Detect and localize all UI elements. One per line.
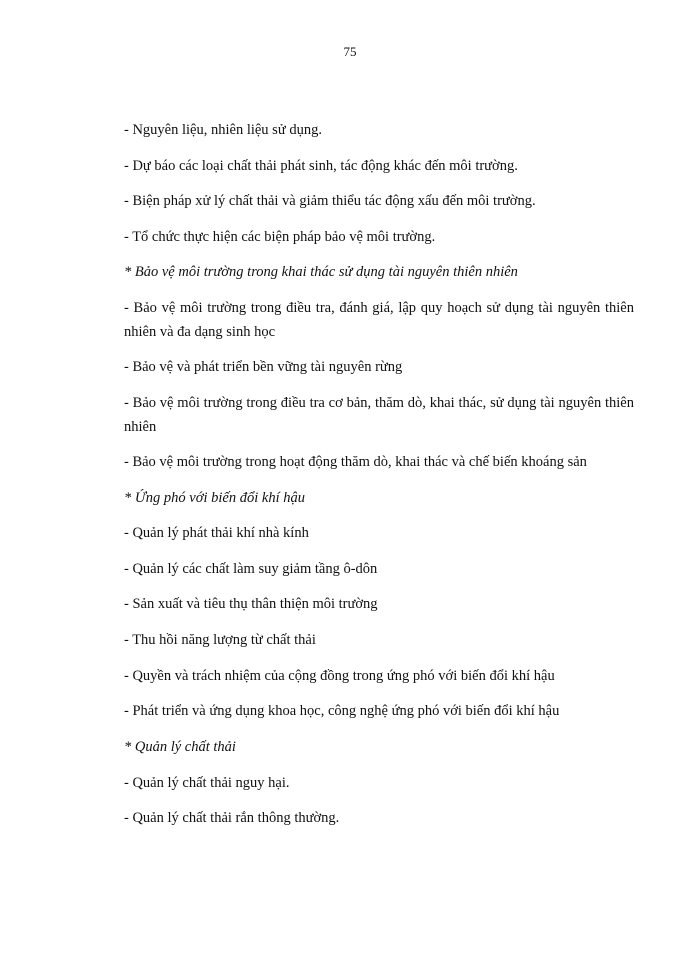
section-heading: * Bảo vệ môi trường trong khai thác sử dụng tài nguyên thiên nhiên (124, 264, 518, 280)
section-heading: * Quản lý chất thải (124, 739, 236, 755)
list-item: - Bảo vệ môi trường trong điều tra, đánh giá, lập quy hoạch sử dụng tài nguyên thiên nhiên và đa dạng sinh học (124, 300, 634, 340)
list-item: - Quản lý chất thải nguy hại. (124, 775, 290, 791)
list-item: - Bảo vệ môi trường trong hoạt động thăm dò, khai thác và chế biến khoáng sản (124, 454, 587, 470)
list-item: - Sản xuất và tiêu thụ thân thiện môi trường (124, 596, 378, 612)
list-item: - Quản lý chất thải rắn thông thường. (124, 810, 340, 826)
list-item: - Phát triển và ứng dụng khoa học, công nghệ ứng phó với biến đổi khí hậu (124, 703, 560, 719)
list-item: - Bảo vệ và phát triển bền vững tài nguyên rừng (124, 359, 403, 375)
list-item: - Bảo vệ môi trường trong điều tra cơ bản, thăm dò, khai thác, sử dụng tài nguyên thiên nhiên (124, 395, 634, 435)
list-item: - Tổ chức thực hiện các biện pháp bảo vệ môi trường. (124, 229, 436, 245)
list-item: - Biện pháp xử lý chất thải và giảm thiểu tác động xấu đến môi trường. (124, 193, 536, 209)
section-heading: * Ứng phó với biến đổi khí hậu (124, 490, 305, 506)
list-item: - Quản lý phát thải khí nhà kính (124, 525, 309, 541)
page-number: 75 (343, 44, 357, 59)
list-item: - Thu hồi năng lượng từ chất thải (124, 632, 316, 648)
list-item: - Quản lý các chất làm suy giảm tầng ô-dôn (124, 561, 378, 577)
list-item: - Dự báo các loại chất thải phát sinh, tác động khác đến môi trường. (124, 158, 518, 174)
list-item: - Quyền và trách nhiệm của cộng đồng trong ứng phó với biến đổi khí hậu (124, 668, 555, 684)
list-item: - Nguyên liệu, nhiên liệu sử dụng. (124, 122, 322, 138)
